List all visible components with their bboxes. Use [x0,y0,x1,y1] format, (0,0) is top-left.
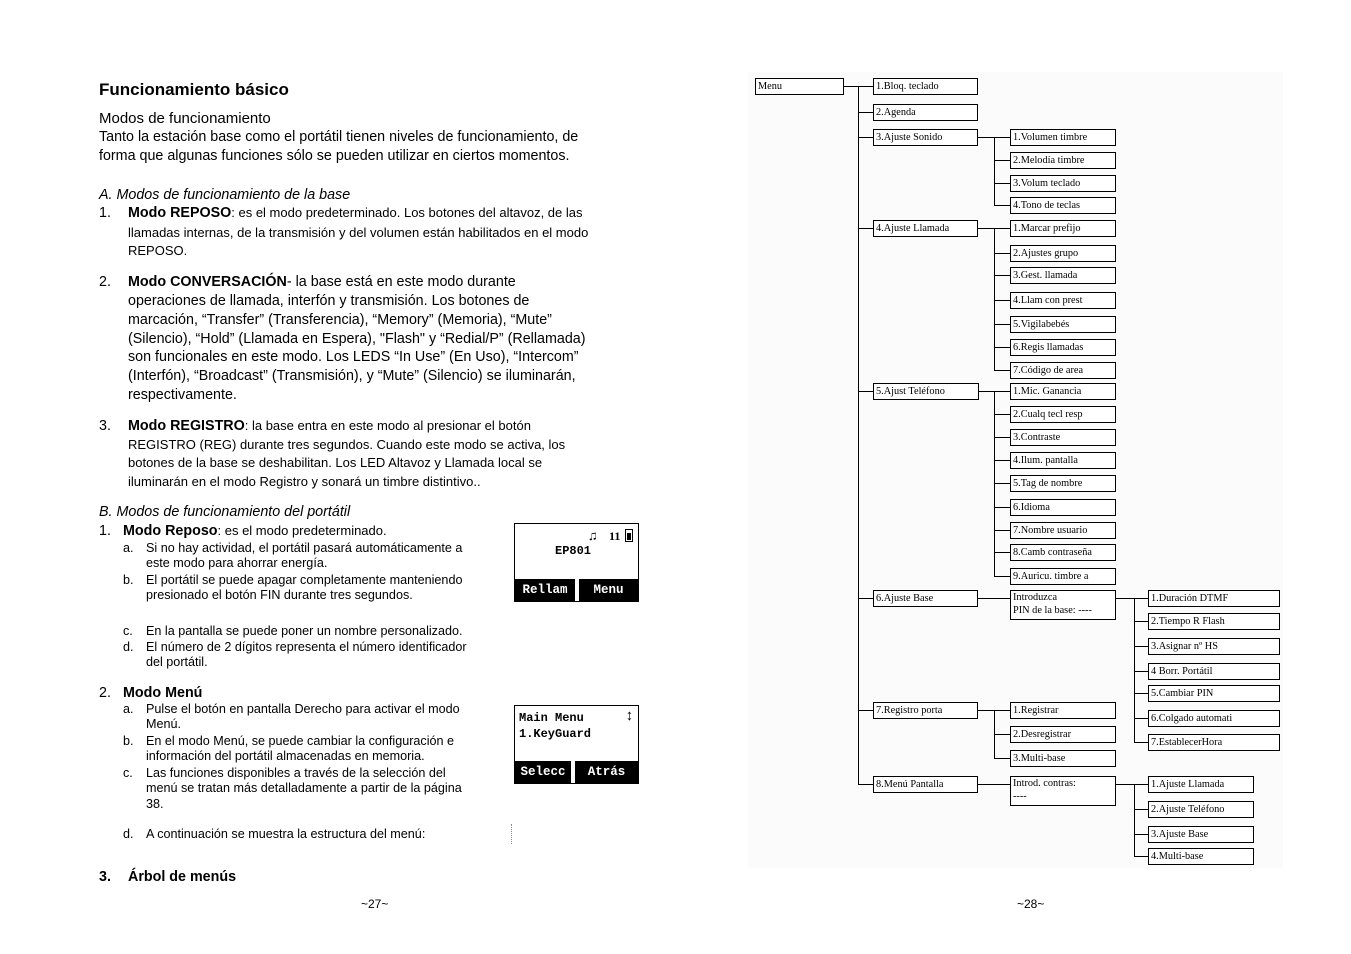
b1-item-c-letter: c. [123,624,133,638]
page-title: Funcionamiento básico [99,80,289,99]
menu-level1-item-5: 5.Ajust Teléfono [873,383,979,400]
tree-connector [858,137,873,138]
a2-line-6: (Interfón), “Broadcast” (Transmisión), y “Mute” (Silencio) se iluminarán, [128,368,576,384]
tree-connector [994,324,1010,325]
menu-base-pin-prompt-line-2: PIN de la base: ---- [1013,605,1092,616]
b2-item-c-line-3: 38. [146,797,164,811]
a1-bold: Modo REPOSO [128,205,232,221]
intro-line-2: forma que algunas funciones sólo se pueden utilizar en ciertos momentos. [99,148,570,164]
b1-bold: Modo Reposo [123,523,218,539]
menu-screen-line-1: Main Menu [519,711,584,725]
tree-connector [994,275,1010,276]
menu-telefono-item-8: 8.Camb contraseña [1010,544,1116,561]
tree-connector [1134,646,1148,647]
softkey-right-menu[interactable]: Menu [579,579,638,601]
menu-base-item-6: 6.Colgado automati [1148,710,1280,727]
tree-connector [994,552,1010,553]
b2-item-a-letter: a. [123,702,134,716]
page-number-left: ~27~ [361,897,389,911]
menu-level1-item-8: 8.Menú Pantalla [873,776,978,793]
a1-text [128,204,582,223]
tree-connector [858,86,859,785]
menu-base-item-5: 5.Cambiar PIN [1148,685,1280,702]
menu-llamada-item-4: 4.Llam con prest [1010,292,1116,309]
b1-item-a-letter: a. [123,541,134,555]
tree-connector [1134,693,1148,694]
tree-connector [994,160,1010,161]
menu-base-pin-prompt [1010,590,1116,620]
b1-item-c-line-1: En la pantalla se puede poner un nombre personalizado. [146,624,463,638]
dotted-divider [511,824,512,844]
menu-level1-item-7: 7.Registro porta [873,702,978,719]
menu-telefono-item-6: 6.Idioma [1010,499,1116,516]
menu-llamada-item-2: 2.Ajustes grupo [1010,245,1116,262]
menu-sonido-item-2: 2.Melodía timbre [1010,152,1116,169]
menu-telefono-item-4: 4.Ilum. pantalla [1010,452,1116,469]
b1-item-d-letter: d. [123,640,134,654]
intro-line-1: Tanto la estación base como el portátil tienen niveles de funcionamiento, de [99,129,579,145]
tree-connector [1134,834,1148,835]
b2-item-d-letter: d. [123,827,134,841]
tree-connector [994,710,1010,711]
menu-level1-item-4: 4.Ajuste Llamada [873,220,978,237]
tree-connector [1116,598,1134,599]
a1-number: 1. [99,205,111,221]
b2-item-c-line-2: menú se tratan más detalladamente a partir de la página [146,781,462,795]
tree-connector [978,710,994,711]
menu-sonido-item-4: 4.Tono de teclas [1010,197,1116,214]
section-b-heading: B. Modos de funcionamiento del portátil [99,504,351,520]
tree-connector [994,347,1010,348]
tree-connector [858,784,873,785]
b2-item-c-letter: c. [123,766,133,780]
tree-connector [844,86,859,87]
tree-connector [858,391,873,392]
b3-heading: Árbol de menús [128,869,237,885]
tree-connector [1116,784,1134,785]
a1-line-3: REPOSO. [128,243,188,258]
softkey-left-redial[interactable]: Rellam [515,579,575,601]
tree-connector [858,112,873,113]
b2-item-a-line-1: Pulse el botón en pantalla Derecho para activar el modo [146,702,460,716]
softkey-bar [515,761,638,783]
section-subtitle: Modos de funcionamiento [99,110,271,127]
b1-item-b-line-2: presionado el botón FIN durante tres segundos. [146,588,413,602]
a3-line-3: botones de la base se deshabilitan. Los LED Altavoz y Llamada local se [128,455,543,470]
b2-item-a-line-2: Menú. [146,717,182,731]
tree-connector [1134,598,1135,742]
menu-base-item-4: 4 Borr. Portátil [1148,663,1280,680]
tree-connector [994,758,1010,759]
menu-llamada-item-6: 6.Regis llamadas [1010,339,1116,356]
ringer-icon: ♫ [589,529,597,544]
a2-line-1: - la base está en este modo durante [286,274,516,290]
menu-root: Menu [755,78,844,95]
b1-number: 1. [99,523,111,539]
tree-connector [994,483,1010,484]
tree-connector [994,576,1010,577]
menu-telefono-item-2: 2.Cualq tecl resp [1010,406,1116,423]
b1-item-d-line-1: El número de 2 dígitos representa el número identificador [146,640,467,654]
b2-item-c-line-1: Las funciones disponibles a través de la selección del [146,766,446,780]
tree-connector [1134,784,1148,785]
a3-line-1: : la base entra en este modo al presionar el botón [244,418,531,433]
b2-number: 2. [99,685,111,701]
menu-base-pin-prompt-line-1: Introduzca [1013,592,1058,603]
handset-number: 11 [609,529,621,543]
menu-llamada-item-3: 3.Gest. llamada [1010,267,1116,284]
b1-item-d-line-2: del portátil. [146,655,208,669]
menu-telefono-item-9: 9.Auricu. timbre a [1010,568,1116,585]
section-a-heading: A. Modos de funcionamiento de la base [99,187,351,203]
menu-base-item-1: 1.Duración DTMF [1148,590,1280,607]
menu-base-item-3: 3.Asignar nº HS [1148,638,1280,655]
tree-connector [994,507,1010,508]
b1-item-b-letter: b. [123,573,134,587]
tree-connector [979,391,994,392]
tree-connector [994,370,1010,371]
tree-connector [994,228,995,370]
handset-idle-screen [514,523,639,602]
softkey-left-select[interactable]: Selecc [515,761,571,783]
menu-level1-item-2: 2.Agenda [873,104,978,121]
tree-connector [994,437,1010,438]
handset-name: EP801 [555,544,592,558]
a2-line-5: son funcionales en este modo. Los LEDS “In Use” (En Uso), “Intercom” [128,349,579,365]
tree-connector [978,784,1010,785]
menu-llamada-item-5: 5.Vigilabebés [1010,316,1116,333]
a2-line-3: marcación, “Transfer” (Transferencia), “Memory” (Memoria), “Mute” [128,312,552,328]
menu-telefono-item-3: 3.Contraste [1010,429,1116,446]
tree-connector [978,228,994,229]
menu-screen-line-2: 1.KeyGuard [519,727,592,741]
b2-item-b-line-2: información del portátil almacenadas en memoria. [146,749,425,763]
tree-connector [858,710,873,711]
b1-item-a-line-2: este modo para ahorrar energía. [146,556,328,570]
a1-line-2: llamadas internas, de la transmisión y del volumen están habilitados en el modo [128,225,589,240]
menu-base-item-7: 7.EstablecerHora [1148,734,1280,751]
b2-item-b-line-1: En el modo Menú, se puede cambiar la configuración e [146,734,455,748]
menu-telefono-item-5: 5.Tag de nombre [1010,475,1116,492]
tree-connector [994,137,1010,138]
menu-pantalla-item-3: 3.Ajuste Base [1148,826,1254,843]
tree-connector [1134,671,1148,672]
tree-connector [978,598,1010,599]
tree-connector [994,414,1010,415]
a3-line-4: iluminarán en el modo Registro y sonará un timbre distintivo.. [128,474,481,489]
tree-connector [994,734,1010,735]
menu-registro-item-2: 2.Desregistrar [1010,726,1116,743]
menu-pantalla-pin-prompt-line-1: Introd. contras: [1013,778,1076,789]
tree-connector [994,253,1010,254]
battery-icon [625,529,633,542]
menu-registro-item-1: 1.Registrar [1010,702,1116,719]
menu-telefono-item-1: 1.Mic. Ganancia [1010,383,1116,400]
a2-line-2: operaciones de llamada, interfón y transmisión. Los botones de [128,293,530,309]
tree-connector [858,86,873,87]
menu-llamada-item-7: 7.Código de area [1010,362,1116,379]
b2-bold: Modo Menú [123,685,203,701]
menu-base-item-2: 2.Tiempo R Flash [1148,613,1280,630]
tree-connector [994,530,1010,531]
a2-line-4: (Silencio), “Hold” (Llamada en Espera), "Flash" y “Redial/P” (Rellamada) [128,331,586,347]
tree-connector [858,228,873,229]
menu-pantalla-item-4: 4.Multi-base [1148,848,1254,865]
up-down-arrow-icon: ↕ [625,708,635,725]
a2-text [128,273,516,292]
tree-connector [994,183,1010,184]
tree-connector [994,391,1010,392]
menu-sonido-item-1: 1.Volumen timbre [1010,129,1116,146]
menu-level1-item-1: 1.Bloq. teclado [873,78,978,95]
menu-telefono-item-7: 7.Nombre usuario [1010,522,1116,539]
a3-text [128,417,531,436]
a2-line-7: respectivamente. [128,387,237,403]
menu-pantalla-pin-prompt [1010,776,1116,806]
softkey-bar [515,579,638,601]
tree-connector [994,460,1010,461]
softkey-right-back[interactable]: Atrás [575,761,638,783]
a3-number: 3. [99,418,111,434]
menu-pantalla-item-1: 1.Ajuste Llamada [1148,776,1254,793]
menu-level1-item-6: 6.Ajuste Base [873,590,978,607]
menu-level1-item-3: 3.Ajuste Sonido [873,129,978,146]
tree-connector [1134,856,1148,857]
a1-line-1: : es el modo predeterminado. Los botones del altavoz, de las [231,205,583,220]
tree-connector [1134,621,1148,622]
menu-registro-item-3: 3.Multi-base [1010,750,1116,767]
b2-item-d-line-1: A continuación se muestra la estructura del menú: [146,827,426,841]
menu-pantalla-pin-prompt-line-2: ---- [1013,791,1027,802]
tree-connector [978,137,994,138]
menu-sonido-item-3: 3.Volum teclado [1010,175,1116,192]
tree-connector [1134,742,1148,743]
b1-rest: : es el modo predeterminado. [217,523,387,538]
b1-item-a-line-1: Si no hay actividad, el portátil pasará automáticamente a [146,541,463,555]
a3-bold: Modo REGISTRO [128,418,245,434]
tree-connector [1134,784,1135,856]
tree-connector [1134,809,1148,810]
tree-connector [994,228,1010,229]
tree-connector [994,300,1010,301]
b1-item-b-line-1: El portátil se puede apagar completamente manteniendo [146,573,463,587]
a2-bold: Modo CONVERSACIÓN [128,274,287,290]
menu-llamada-item-1: 1.Marcar prefijo [1010,220,1116,237]
tree-connector [1134,718,1148,719]
b1-heading [123,522,387,541]
tree-connector [994,205,1010,206]
tree-connector [994,137,995,205]
a2-number: 2. [99,274,111,290]
tree-connector [1134,598,1148,599]
handset-menu-screen [514,705,639,784]
b2-item-b-letter: b. [123,734,134,748]
b3-number: 3. [99,869,111,885]
menu-pantalla-item-2: 2.Ajuste Teléfono [1148,801,1254,818]
page-number-right: ~28~ [1017,897,1045,911]
a3-line-2: REGISTRO (REG) durante tres segundos. Cuando este modo se activa, los [128,437,566,452]
tree-connector [858,598,873,599]
